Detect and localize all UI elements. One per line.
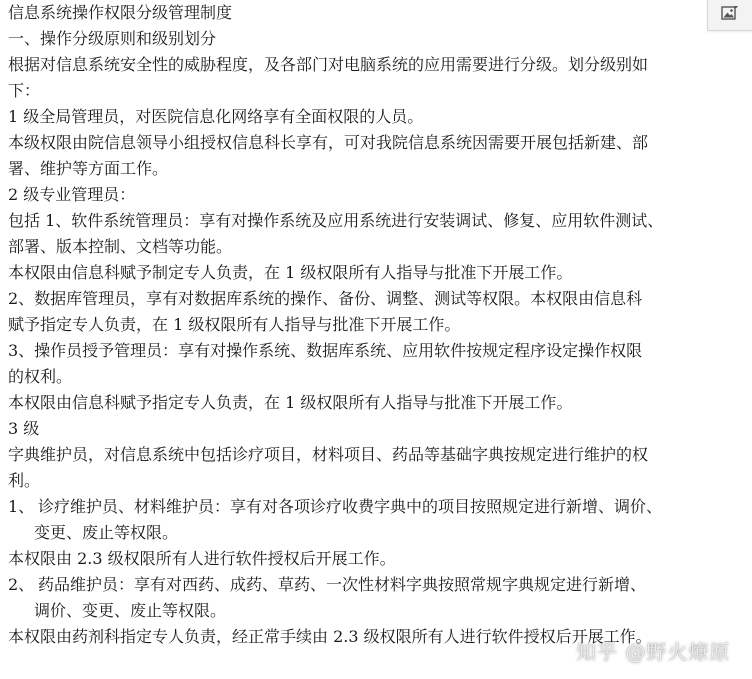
paragraph-line: 的权利。 (8, 367, 73, 386)
paragraph-line: 下： (8, 81, 41, 100)
list-item-text: 诊疗维护员、材料维护员：享有对各项诊疗收费字典中的项目按照规定进行新增、调价、 (38, 497, 663, 516)
watermark: 知乎 @野火燎原 (576, 640, 731, 664)
image-edit-icon (721, 5, 739, 25)
paragraph-line: 部署、版本控制、文档等功能。 (8, 237, 233, 256)
paragraph-line: 1 级全局管理员，对医院信息化网络享有全面权限的人员。 (8, 107, 424, 126)
list-item-number: 2、 (8, 575, 35, 594)
list-item-number: 1、 (8, 497, 35, 516)
paragraph-line: 字典维护员，对信息系统中包括诊疗项目，材料项目、药品等基础字典按规定进行维护的权 (8, 445, 649, 464)
document-body (8, 0, 744, 650)
paragraph-line: 3、操作员授予管理员：享有对操作系统、数据库系统、应用软件按规定程序设定操作权限 (8, 341, 643, 360)
section-heading: 一、操作分级原则和级别划分 (8, 29, 217, 48)
document-title: 信息系统操作权限分级管理制度 (8, 3, 233, 22)
paragraph-line: 赋予指定专人负责，在 1 级权限所有人指导与批准下开展工作。 (8, 315, 461, 334)
list-item (8, 494, 744, 520)
paragraph-line: 2、数据库管理员，享有对数据库系统的操作、备份、调整、测试等权限。本权限由信息科 (8, 289, 643, 308)
paragraph-line: 本级权限由院信息领导小组授权信息科长享有，可对我院信息系统因需要开展包括新建、部 (8, 133, 649, 152)
image-edit-button[interactable] (707, 0, 752, 31)
paragraph-line: 本权限由信息科赋予制定专人负责，在 1 级权限所有人指导与批准下开展工作。 (8, 263, 573, 282)
paragraph-line: 本权限由药剂科指定专人负责，经正常手续由 2.3 级权限所有人进行软件授权后开展工作。 (8, 627, 652, 646)
list-item-continuation: 变更、废止等权限。 (34, 523, 179, 542)
paragraph-line: 根据对信息系统安全性的威胁程度，及各部门对电脑系统的应用需要进行分级。划分级别如 (8, 55, 649, 74)
paragraph-line: 2 级专业管理员： (8, 185, 136, 204)
paragraph-line: 本权限由 2.3 级权限所有人进行软件授权后开展工作。 (8, 549, 396, 568)
paragraph-line: 包括 1、软件系统管理员：享有对操作系统及应用系统进行安装调试、修复、应用软件测试、 (8, 211, 664, 230)
paragraph-line: 利。 (8, 471, 41, 490)
paragraph-line: 3 级 (8, 419, 40, 438)
list-item-continuation: 调价、变更、废止等权限。 (34, 601, 227, 620)
list-item-text: 药品维护员：享有对西药、成药、草药、一次性材料字典按照常规字典规定进行新增、 (38, 575, 647, 594)
list-item (8, 572, 744, 598)
paragraph-line: 本权限由信息科赋予指定专人负责，在 1 级权限所有人指导与批准下开展工作。 (8, 393, 573, 412)
paragraph-line: 署、维护等方面工作。 (8, 159, 169, 178)
